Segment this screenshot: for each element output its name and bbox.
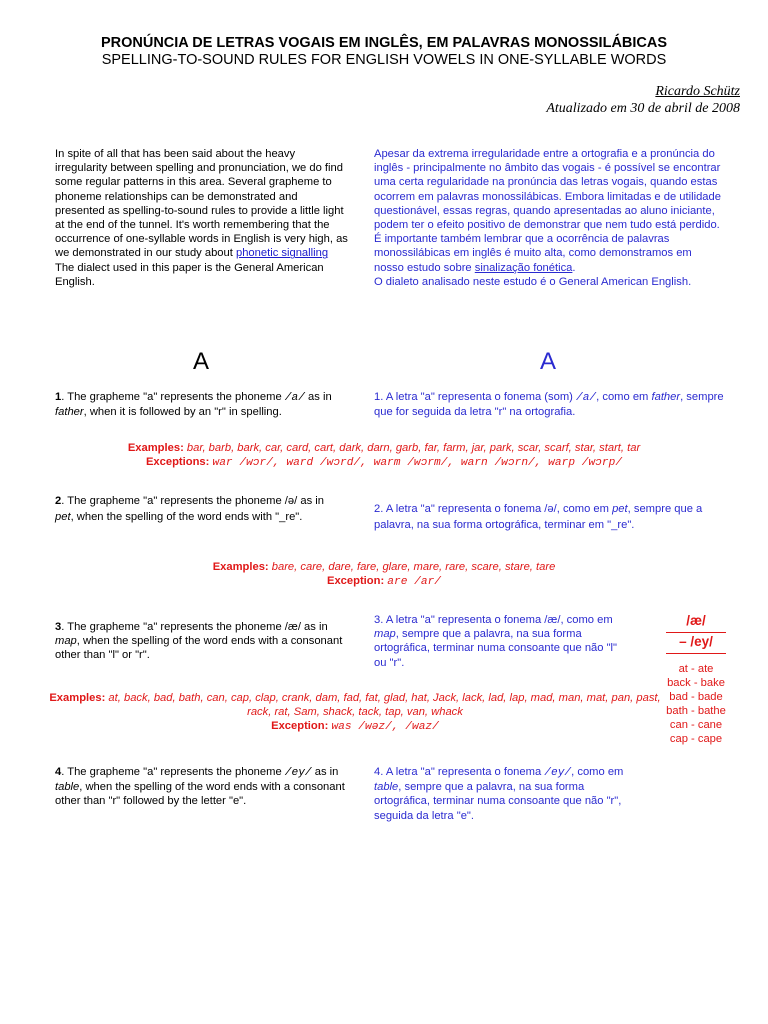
rule-text: . The grapheme "a" represents the phoneme <box>61 495 285 507</box>
example-word: table <box>374 781 399 794</box>
phoneme: /a/ <box>575 392 597 404</box>
rule-number: 3 <box>55 621 62 633</box>
rule-text: , sempre que a palavra, na sua forma ortográfica, terminar em "_re". <box>374 503 703 531</box>
rule-number: 4 <box>55 766 62 778</box>
rule-text: . The grapheme "a" represents the phoneme <box>61 391 285 403</box>
exceptions-list: war /wɔr/, ward /wɔrd/, warm /wɔrm/, warn /wɔrn/, warp /wɔrp/ <box>212 457 623 469</box>
rule-text: , como em <box>571 766 624 778</box>
example-word: map <box>374 628 396 641</box>
phoneme: /æ/ <box>284 621 301 633</box>
rule-text: as in <box>300 621 328 633</box>
rule-2-english <box>55 494 345 525</box>
rule-text: . The grapheme "a" represents the phoneme <box>61 766 285 778</box>
title-english: SPELLING-TO-SOUND RULES FOR ENGLISH VOWELS IN ONE-SYLLABLE WORDS <box>101 52 667 68</box>
example-word: map <box>55 635 77 648</box>
author-name: Ricardo Schütz <box>655 84 740 99</box>
side-heading-ey: – /ey/ <box>679 634 713 649</box>
examples-list: at, back, bad, bath, can, cap, clap, crank, dam, fad, fat, glad, hat, Jack, lack, lad, lap, mad, man, mat, pan, past, rack, rat, Sam, shack, tack, tap, van, whack <box>108 692 661 718</box>
rule-3-portuguese <box>374 613 624 670</box>
side-heading-ae: /æ/ <box>686 613 706 628</box>
rule-number: 1 <box>55 391 62 403</box>
rule-text: . A letra "a" representa o fonema <box>380 614 545 626</box>
rule-number: 2 <box>55 495 62 507</box>
letter-heading-english: A <box>193 348 210 375</box>
example-word: pet <box>612 503 628 515</box>
rule-text: , when the spelling of the word ends with a consonant other than "r" followed by the letter "e". <box>55 781 345 808</box>
rule-text: , como em <box>596 391 652 403</box>
rule-2-examples <box>40 560 728 589</box>
rule-text: . A letra "a" representa o fonema (som) <box>380 391 576 403</box>
side-divider <box>666 632 726 633</box>
exceptions-list: are /ar/ <box>387 576 442 588</box>
rule-text: , como em <box>560 614 613 626</box>
rule-text: , when it is followed by an "r" in spelling. <box>83 406 282 419</box>
side-panel <box>664 614 728 746</box>
rule-4-portuguese <box>374 765 624 823</box>
exceptions-label: Exception: <box>326 575 385 587</box>
rule-number: 2 <box>374 503 381 515</box>
side-pair: can - cane <box>669 719 723 731</box>
rule-text: , sempre que a palavra, na sua forma ortográfica, terminar numa consoante que não "r", seguida da letra "e". <box>374 781 622 822</box>
rule-number: 4 <box>374 766 381 778</box>
rule-1-portuguese <box>374 390 724 419</box>
rule-1-english <box>55 390 355 419</box>
exceptions-list: was /wəz/, /waz/ <box>331 721 439 733</box>
rule-text: , when the spelling of the word ends with "_re". <box>70 510 303 523</box>
example-word: father <box>55 406 84 419</box>
phoneme: /a/ <box>284 392 305 404</box>
intro-portuguese-text: Apesar da extrema irregularidade entre a ortografia e a pronúncia do inglês - principalmente no âmbito das vogais - é possível se encontrar uma certa regularidade na pronúncia das letras vogais, quando estas ocorrem em palavras monossilábicas. Embora limitadas e de utilidade questionável, essas regras, quando apresentadas ao aluno iniciante, podem ter o efeito positivo de demonstrar que nem tudo está perdido. É importante também lembrar que a ocorrência de palavras monossilábicas em inglês é muito alta, como demonstramos em nosso estudo sobre <box>374 148 721 274</box>
phoneme: /æ/ <box>544 614 561 626</box>
side-pair: at - ate <box>678 663 714 675</box>
examples-label: Examples: <box>212 561 269 573</box>
title-portuguese: PRONÚNCIA DE LETRAS VOGAIS EM INGLÊS, EM PALAVRAS MONOSSILÁBICAS <box>100 35 668 51</box>
updated-date: Atualizado em 30 de abril de 2008 <box>546 101 740 116</box>
side-pair: bath - bathe <box>666 705 726 717</box>
phoneme: /ey/ <box>284 767 312 779</box>
phoneme: /ey/ <box>544 767 572 779</box>
rule-text: , sempre que a palavra, na sua forma ortográfica, terminar numa consoante que não "l" ou "r". <box>374 628 618 669</box>
rule-4-english <box>55 765 345 809</box>
intro-english <box>55 147 348 289</box>
rule-text: . A letra "a" representa o fonema <box>380 766 545 778</box>
side-divider <box>666 653 726 654</box>
intro-english-dialect: The dialect used in this paper is the General American English. <box>55 261 324 288</box>
examples-list: bar, barb, bark, car, card, cart, dark, darn, garb, far, farm, jar, park, scar, scarf, star, start, tar <box>186 442 641 454</box>
examples-list: bare, care, dare, fare, glare, mare, rare, scare, stare, tare <box>271 561 556 573</box>
rule-text: as in <box>297 495 324 507</box>
rule-2-portuguese <box>374 501 729 533</box>
rule-text: . The grapheme "a" represents the phoneme <box>61 621 285 633</box>
rule-3-english <box>55 620 350 663</box>
rule-3-examples <box>40 691 670 734</box>
rule-text: as in <box>304 391 332 403</box>
phonetic-signalling-link[interactable]: phonetic signalling <box>235 247 329 260</box>
side-pair: cap - cape <box>669 733 723 745</box>
rule-text: , sempre que for seguida da letra "r" na ortografia. <box>374 391 724 419</box>
examples-label: Examples: <box>127 442 184 454</box>
rule-number: 3 <box>374 614 381 626</box>
rule-text: , when the spelling of the word ends with a consonant other than "l" or "r". <box>55 635 343 662</box>
rule-text: , como em <box>556 503 613 515</box>
sinalizacao-fonetica-link[interactable]: sinalização fonética <box>474 261 573 274</box>
side-pair: back - bake <box>667 677 725 689</box>
examples-label: Examples: <box>49 692 106 704</box>
rule-1-examples <box>40 441 728 470</box>
phoneme: /ə/ <box>544 503 557 515</box>
phoneme: /ə/ <box>284 495 298 507</box>
exceptions-label: Exceptions: <box>145 456 210 468</box>
intro-portuguese-dialect: O dialeto analisado neste estudo é o General American English. <box>374 275 692 288</box>
side-pair: bad - bade <box>669 691 723 703</box>
letter-heading-portuguese: A <box>540 348 557 375</box>
example-word: pet <box>55 510 71 523</box>
rule-text: as in <box>311 766 339 778</box>
rule-text: . A letra "a" representa o fonema <box>380 503 545 515</box>
intro-portuguese: Apesar da extrema irregularidade entre a ortografia e a pronúncia do inglês - principalmente no âmbito das vogais - é possível se encontrar uma certa regularidade na pronúncia das letras vogais, quando estas ocorrem em palavras monossilábicas. Embora limitadas e de utilidade questionável, essas regras, quando apresentadas ao aluno iniciante, podem ter o efeito positivo de demonstrar que nem tudo está perdido. É importante também lembrar que a ocorrência de palavras monossilábicas em inglês é muito alta, como demonstramos em nosso estudo sobre sinalização fonética. O dialeto analisado neste estudo é o General American English. <box>374 148 721 288</box>
example-word: father <box>651 391 681 403</box>
exceptions-label: Exception: <box>271 720 329 732</box>
rule-number: 1 <box>374 391 381 403</box>
intro-english-text: In spite of all that has been said about the heavy irregularity between spelling and pronunciation, we do find some regular patterns in this area. Several grapheme to phoneme relationships can be demonstrated and presented as spelling-to-sound rules to provide a little light at the end of the tunnel. It's worth remembering that the occurrence of one-syllable words in English is very high, as we demonstrated in our study about <box>55 148 348 260</box>
example-word: table <box>55 781 80 794</box>
